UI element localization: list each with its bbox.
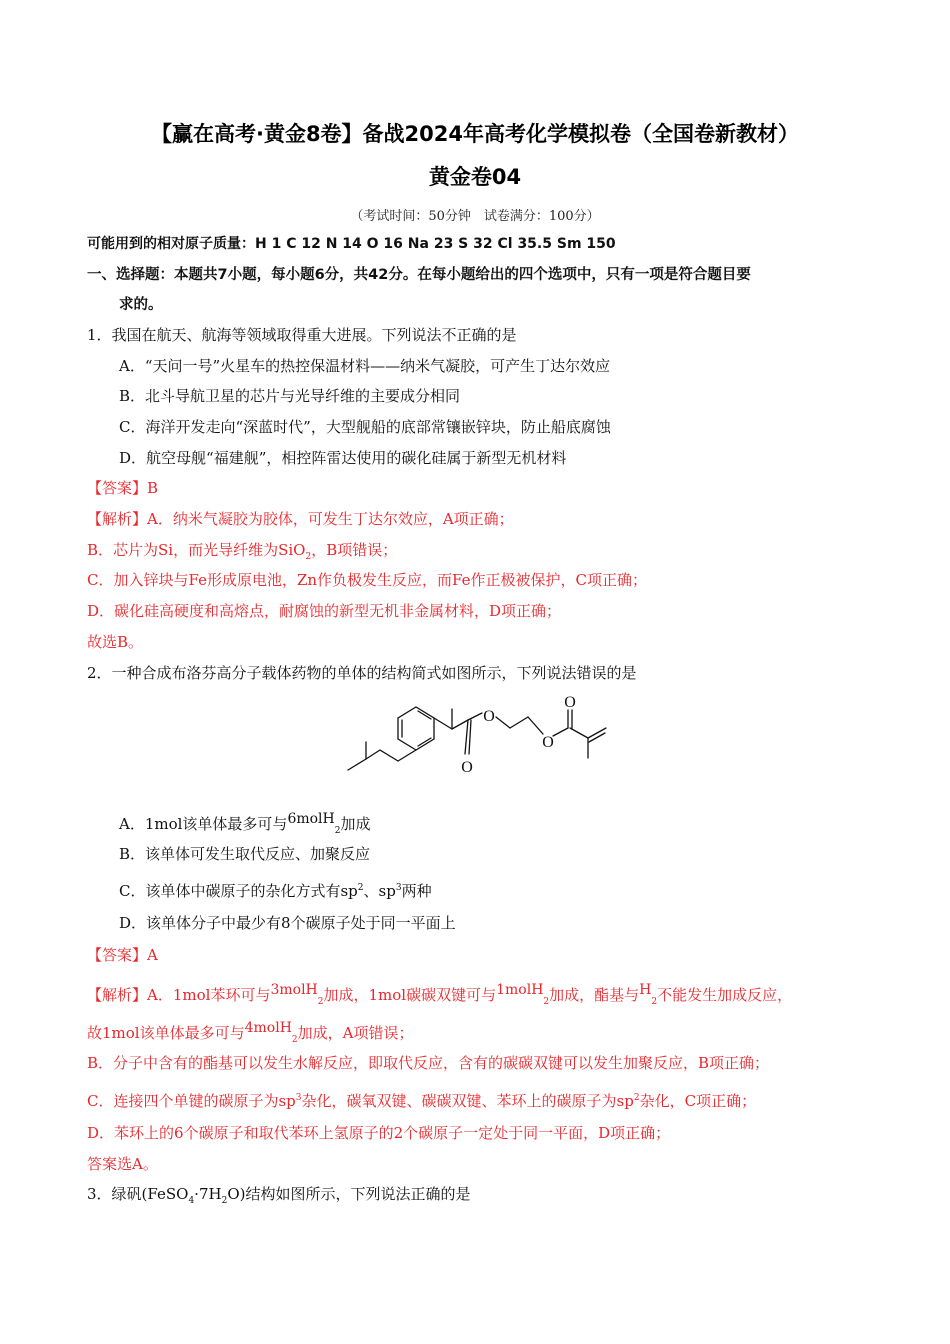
q2-conclusion: 答案选A。 — [87, 1155, 158, 1173]
ester-oxygen-label-2: O — [542, 734, 554, 751]
explanation-tag: 【解析】 — [87, 510, 148, 528]
q1-explanation-d: D．碳化硅高硬度和高熔点，耐腐蚀的新型无机非金属材料，D项正确； — [87, 602, 562, 620]
atomic-masses: 可能用到的相对原子质量：H 1 C 12 N 14 O 16 Na 23 S 32 Cl 35.5 Sm 150 — [87, 236, 616, 252]
q1-option-b: B．北斗导航卫星的芯片与光导纤维的主要成分相同 — [119, 387, 461, 405]
q2-explanation-c: C．连接四个单键的碳原子为$sp^3$杂化，碳氧双键、碳碳双键、苯环上的碳原子为$sp^2$杂化，C项正确； — [87, 1092, 757, 1110]
molecule-structure-diagram — [340, 692, 620, 796]
exam-title: 【赢在高考·黄金8卷】备战2024年高考化学模拟卷（全国卷新教材） — [150, 122, 800, 146]
q1-stem: 1．我国在航天、航海等领域取得重大进展。下列说法不正确的是 — [87, 326, 517, 344]
methacrylate-oxygen-label: O — [564, 694, 576, 711]
section-heading: 一、选择题：本题共7小题，每小题6分，共42分。在每小题给出的四个选项中，只有一项是符合题目要 — [87, 267, 751, 283]
q2-explanation-d: D．苯环上的6个碳原子和取代苯环上氢原子的2个碳原子一定处于同一平面，D项正确； — [87, 1124, 671, 1142]
q1-option-c: C．海洋开发走向“深蓝时代”，大型舰船的底部常镶嵌锌块，防止船底腐蚀 — [119, 418, 611, 436]
q2-explanation-a-1: 【解析】A．1mol苯环可与$^{3molH}_2$加成，1mol碳碳双键可与$^{1molH}_2$加成，酯基与$^H_2$不能发生加成反应， — [87, 982, 793, 1007]
q2-stem: 2．一种合成布洛芬高分子载体药物的单体的结构简式如图所示，下列说法错误的是 — [87, 664, 637, 682]
q1-answer: 【答案】B — [87, 479, 159, 497]
q1-explanation-b: B．芯片为Si，而光导纤维为SiO$_2$，B项错误； — [87, 541, 398, 562]
q2-option-a: A．1mol该单体最多可与$^{6molH}_2$加成 — [119, 811, 371, 836]
q1-explanation-a: 【解析】A．纳米气凝胶为胶体，可发生丁达尔效应，A项正确； — [87, 510, 514, 528]
exam-info: （考试时间：50分钟 试卷满分：100分） — [350, 209, 600, 224]
ester-oxygen-label: O — [483, 708, 495, 725]
explanation-tag: 【解析】 — [87, 986, 148, 1004]
exam-subtitle: 黄金卷04 — [428, 165, 522, 189]
q2-option-d: D．该单体分子中最少有8个碳原子处于同一平面上 — [119, 914, 456, 932]
q2-option-c: C．该单体中碳原子的杂化方式有$sp^2$、$sp^3$两种 — [119, 882, 432, 900]
benzene-ring — [398, 707, 434, 750]
q3-stem: 3．绿矾$(FeSO_4\cdot 7H_2O)$结构如图所示，下列说法正确的是 — [87, 1185, 471, 1206]
q2-answer: 【答案】A — [87, 946, 158, 964]
q1-option-a: A．“天问一号”火星车的热控保温材料——纳米气凝胶，可产生丁达尔效应 — [119, 357, 611, 375]
q1-explanation-c: C．加入锌块与Fe形成原电池，Zn作负极发生反应，而Fe作正极被保护，C项正确； — [87, 571, 647, 589]
q1-option-d: D．航空母舰“福建舰”，相控阵雷达使用的碳化硅属于新型无机材料 — [119, 449, 567, 467]
section-heading-cont: 求的。 — [119, 297, 163, 313]
q2-option-b: B．该单体可发生取代反应、加聚反应 — [119, 845, 371, 863]
q2-explanation-b: B．分子中含有的酯基可以发生水解反应，即取代反应，含有的碳碳双键可以发生加聚反应，B项正确； — [87, 1054, 770, 1072]
carbonyl-oxygen-label: O — [461, 759, 473, 776]
q2-explanation-a-2: 故1mol该单体最多可与$^{4molH}_2$加成，A项错误； — [87, 1020, 414, 1045]
q1-conclusion: 故选B。 — [87, 633, 144, 651]
